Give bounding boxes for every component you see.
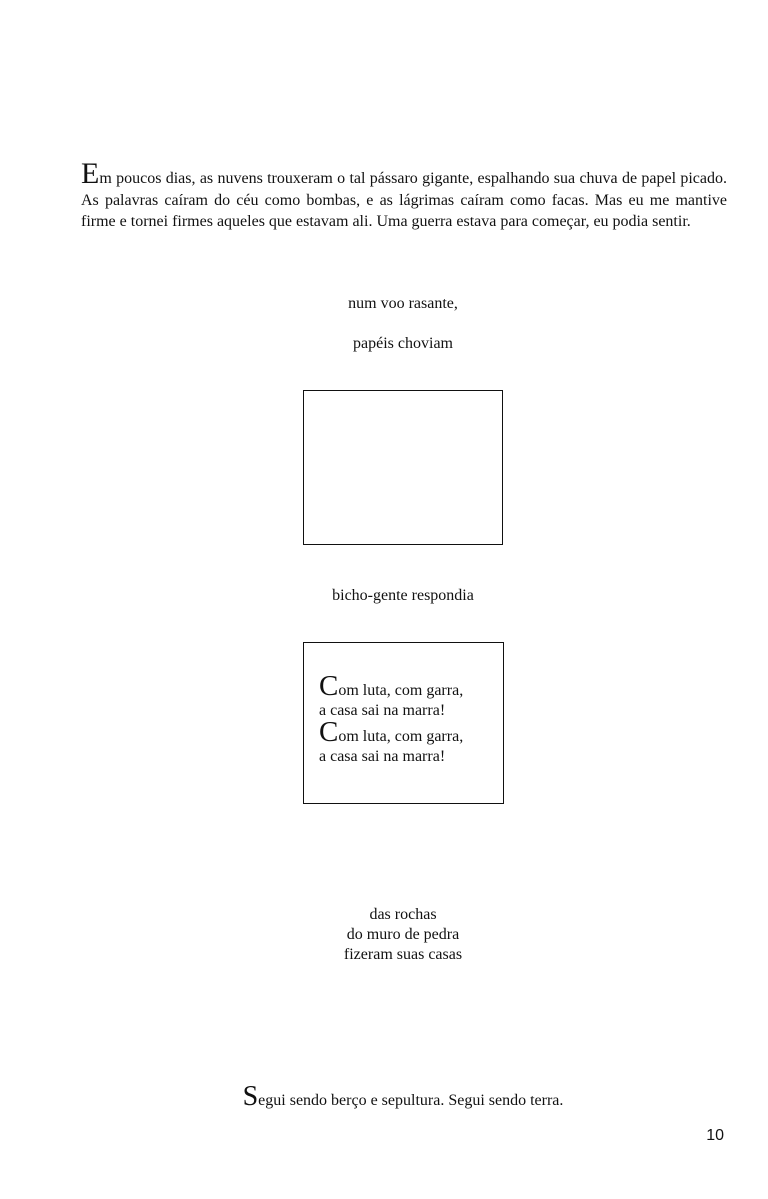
chant-line-1-text: om luta, com garra,: [338, 682, 464, 699]
stanza-rochas: [0, 905, 768, 965]
stanza-line-3: fizeram suas casas: [343, 946, 463, 963]
chant-line-3: [319, 716, 499, 748]
intro-drop-cap: E: [81, 157, 100, 190]
empty-image-frame: [303, 390, 503, 545]
chant-drop-cap-1: C: [319, 670, 339, 702]
chant-text: [319, 670, 499, 767]
chant-line-1: [319, 670, 499, 702]
chant-frame: [303, 642, 504, 804]
chant-line-3-text: om luta, com garra,: [338, 728, 464, 745]
closing-line: [0, 1083, 768, 1115]
chant-line-4: a casa sai na marra!: [319, 748, 446, 765]
page-number: 10: [706, 1127, 724, 1144]
stanza-line-1: das rochas: [369, 906, 437, 923]
closing-drop-cap: S: [242, 1081, 259, 1112]
chant-line-2: a casa sai na marra!: [319, 702, 446, 719]
poem-line-papeis: papéis choviam: [353, 335, 453, 352]
closing-text: egui sendo berço e sepultura. Segui sendo terra.: [258, 1092, 564, 1109]
stanza-line-2: do muro de pedra: [346, 926, 460, 943]
poem-line-bicho-gente: bicho-gente respondia: [332, 587, 474, 604]
poem-line-voo: num voo rasante,: [348, 295, 458, 312]
intro-text: m poucos dias, as nuvens trouxeram o tal pássaro gigante, espalhando sua chuva de papel picado. As palavras caíram do céu como bombas, e as lágrimas caíram como facas. Mas eu me mantive firme e tornei firmes aqueles que estavam ali. Uma guerra estava para começar, eu podia sentir.: [81, 170, 727, 230]
intro-paragraph: [81, 157, 727, 233]
chant-drop-cap-2: C: [319, 716, 339, 748]
